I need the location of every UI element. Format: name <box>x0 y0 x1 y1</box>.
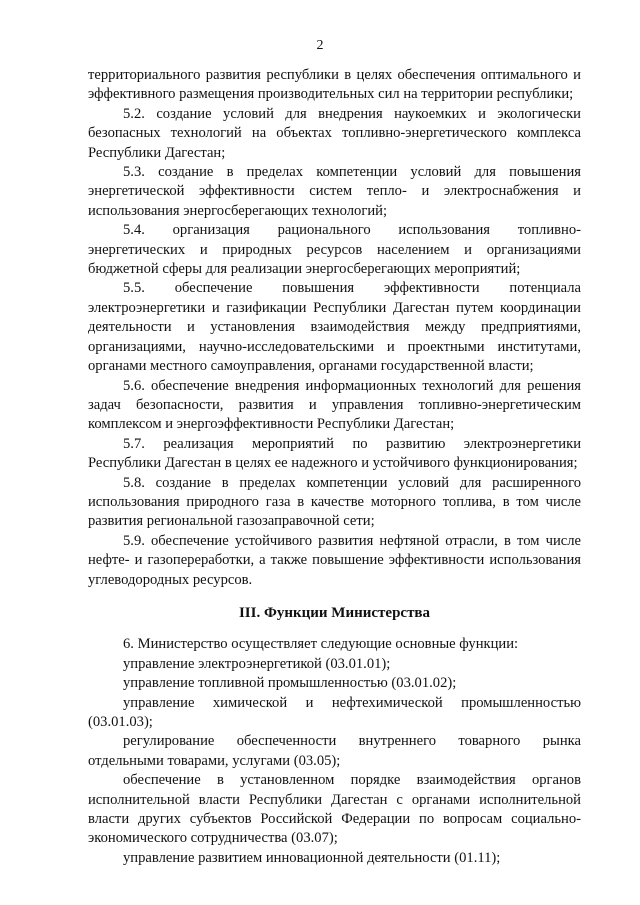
paragraph-function-item: управление топливной промышленностью (03.01.02); <box>123 675 457 692</box>
page-number: 2 <box>316 38 324 53</box>
paragraph-goal-5-6: 5.6. обеспечение внедрения информационных технологий для решения задач безопасности, развития и управления топливно-энергетическим комплексом и энергоэффективности Республики Дагестан; <box>88 377 581 433</box>
paragraph-functions-intro: 6. Министерство осуществляет следующие основные функции: <box>123 636 519 653</box>
paragraph-goal-5-3: 5.3. создание в пределах компетенции условий для повышения энергетической эффективности систем тепло- и электроснабжения и использования энергосберегающих технологий; <box>88 164 581 219</box>
paragraph-goal-5-9: 5.9. обеспечение устойчивого развития нефтяной отрасли, в том числе нефте- и газопереработки, а также повышение эффективности использования углеводородных ресурсов. <box>88 532 581 588</box>
paragraph-goal-5-2: 5.2. создание условий для внедрения наукоемких и экологически безопасных технологий на объектах топливно-энергетического комплекса Республики Дагестан; <box>88 105 581 161</box>
paragraph-function-item: регулирование обеспеченности внутреннего товарного рынка отдельными товарами, услугами (03.05); <box>88 733 581 769</box>
paragraph-function-item: обеспечение в установленном порядке взаимодействия органов исполнительной власти Республики Дагестан с органами исполнительной власти других субъектов Российской Федерации по вопросам социально-экономического сотрудничества (03.07); <box>88 772 581 847</box>
paragraph-function-item: управление электроэнергетикой (03.01.01); <box>123 655 391 672</box>
paragraph-goal-5-7: 5.7. реализация мероприятий по развитию электроэнергетики Республики Дагестан в целях ее надежного и устойчивого функционирования; <box>88 435 581 472</box>
paragraph-goal-5-8: 5.8. создание в пределах компетенции условий для расширенного использования природного газа в качестве моторного топлива, в том числе развития региональной газозаправочной сети; <box>88 474 581 530</box>
paragraph-goal-5-5: 5.5. обеспечение повышения эффективности потенциала электроэнергетики и газификации Республики Дагестан путем координации деятельности и установления взаимодействия между предприятиями, организациями, научно-исследовательскими и проектными институтами, органами местного самоуправления, органами государственной власти; <box>88 280 581 375</box>
document-body <box>88 66 581 868</box>
section-heading: III. Функции Министерства <box>238 604 431 621</box>
paragraph-goal-5-4: 5.4. организация рационального использования топливно-энергетических и природных ресурсов населением и организациями бюджетной сферы для реализации энергосберегающих мероприятий; <box>88 222 581 278</box>
paragraph-function-item: управление химической и нефтехимической промышленностью (03.01.03); <box>88 694 581 730</box>
paragraph-goal-5-1-continued: территориального развития республики в целях обеспечения оптимального и эффективного размещения производительных сил на территории республики; <box>88 67 581 103</box>
paragraph-function-item: управление развитием инновационной деятельности (01.11); <box>123 849 501 866</box>
